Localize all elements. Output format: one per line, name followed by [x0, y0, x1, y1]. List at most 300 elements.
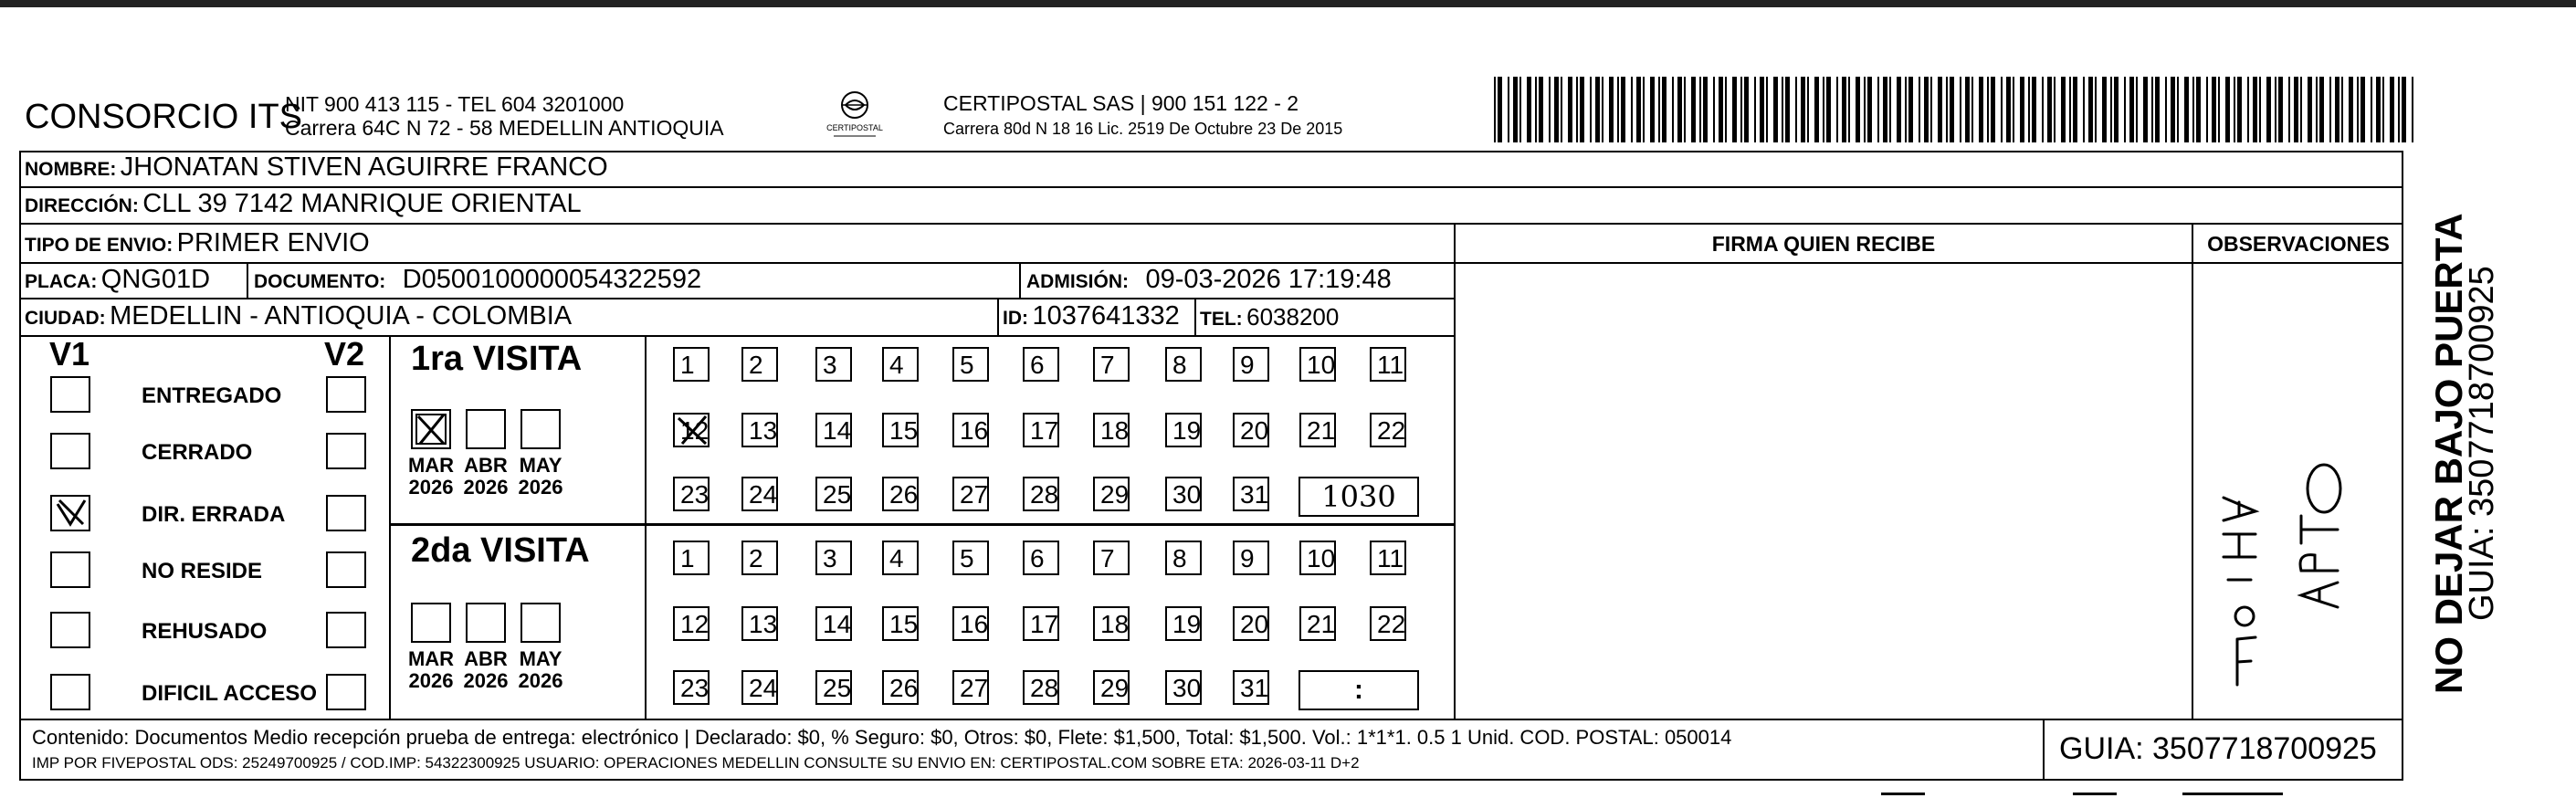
barcode-bar — [2259, 77, 2261, 142]
month-label — [404, 455, 458, 499]
day-box[interactable]: 12 — [673, 413, 710, 447]
barcode-bar — [2294, 77, 2298, 142]
documento-row — [254, 265, 701, 295]
day-box[interactable]: 20 — [1233, 606, 1269, 641]
tipo-label: TIPO DE ENVIO: — [25, 235, 173, 256]
month-name: ABR — [464, 454, 508, 477]
barcode — [1494, 77, 2422, 142]
day-box[interactable]: 25 — [815, 670, 852, 705]
company-name: CONSORCIO ITS — [25, 98, 303, 136]
barcode-bar — [2165, 77, 2167, 142]
barcode-bar — [2177, 77, 2179, 142]
admision-value: 09-03-2026 17:19:48 — [1145, 265, 1392, 294]
barcode-bar — [1867, 77, 1872, 142]
tel-value: 6038200 — [1246, 303, 1340, 331]
tel-label: TEL: — [1200, 309, 1243, 330]
direccion-value: CLL 39 7142 MANRIQUE ORIENTAL — [142, 189, 582, 218]
month-checkbox[interactable] — [520, 409, 561, 449]
day-box[interactable]: 23 — [673, 670, 710, 705]
barcode-bar — [1864, 77, 1866, 142]
barcode-bar — [1766, 77, 1768, 142]
visit1-title: 1ra VISITA — [411, 340, 583, 378]
barcode-bar — [1930, 77, 1932, 142]
barcode-bar — [1801, 77, 1805, 142]
day-box[interactable]: 29 — [1093, 477, 1130, 511]
day-box[interactable]: 31 — [1233, 670, 1269, 705]
v2-checkbox[interactable] — [326, 433, 366, 469]
barcode-bar — [1889, 77, 1891, 142]
barcode-bar — [2143, 77, 2148, 142]
check-mark-icon — [673, 413, 711, 454]
barcode-bar — [2335, 77, 2339, 142]
barcode-bar — [1508, 77, 1509, 142]
barcode-bar — [1677, 77, 1682, 142]
day-box[interactable]: 1 — [673, 347, 710, 382]
day-box[interactable]: 3 — [815, 347, 852, 382]
month-checkbox[interactable] — [466, 603, 506, 643]
barcode-bar — [2028, 77, 2030, 142]
day-box[interactable]: 8 — [1165, 541, 1202, 575]
status-label: ENTREGADO — [142, 383, 282, 408]
id-value: 1037641332 — [1032, 301, 1180, 331]
day-box[interactable]: 7 — [1093, 347, 1130, 382]
barcode-bar — [1848, 77, 1850, 142]
day-box[interactable]: 12 — [673, 606, 710, 641]
v2-checkbox[interactable] — [326, 376, 366, 413]
day-box[interactable]: 30 — [1165, 670, 1202, 705]
check-mark-icon — [413, 411, 449, 447]
barcode-bar — [2300, 77, 2302, 142]
day-box[interactable]: 26 — [882, 670, 919, 705]
month-label — [513, 455, 568, 499]
barcode-bar — [2151, 77, 2153, 142]
col-line-obs — [2192, 223, 2193, 719]
barcode-bar — [1740, 77, 1742, 142]
day-box[interactable]: 6 — [1023, 541, 1059, 575]
barcode-bar — [1946, 77, 1948, 142]
svg-text:CERTIPOSTAL: CERTIPOSTAL — [826, 123, 883, 132]
day-box[interactable]: 3 — [815, 541, 852, 575]
day-box[interactable]: 25 — [815, 477, 852, 511]
barcode-bar — [1650, 77, 1655, 142]
day-box[interactable]: 4 — [882, 347, 919, 382]
day-box[interactable]: 15 — [882, 413, 919, 447]
barcode-bar — [2390, 77, 2394, 142]
barcode-bar — [1498, 77, 1502, 142]
barcode-bar — [1924, 77, 1929, 142]
ciudad-row — [25, 301, 572, 331]
month-year: 2026 — [518, 476, 563, 499]
day-box[interactable]: 26 — [882, 477, 919, 511]
placa-label: PLACA: — [25, 271, 98, 292]
barcode-bar — [1991, 77, 1995, 142]
barcode-bar — [2013, 77, 2014, 142]
scan-mark — [2182, 793, 2283, 795]
scan-mark — [1881, 793, 1925, 795]
barcode-bar — [1561, 77, 1562, 142]
v2-checkbox[interactable] — [326, 551, 366, 588]
barcode-bar — [1609, 77, 1614, 142]
documento-label: DOCUMENTO: — [254, 271, 386, 292]
barcode-bar — [2237, 77, 2242, 142]
day-box[interactable]: 23 — [673, 477, 710, 511]
v2-checkbox[interactable] — [326, 612, 366, 648]
barcode-bar — [1672, 77, 1674, 142]
barcode-bar — [1643, 77, 1645, 142]
barcode-bars — [1494, 77, 2422, 142]
barcode-bar — [1905, 77, 1907, 142]
day-box[interactable]: 22 — [1370, 606, 1406, 641]
barcode-bar — [2032, 77, 2036, 142]
v1-checkbox[interactable] — [50, 551, 90, 588]
status-label: CERRADO — [142, 440, 253, 465]
row-line — [19, 298, 1455, 299]
barcode-bar — [2253, 77, 2257, 142]
day-box[interactable]: 5 — [952, 541, 989, 575]
visit-divider — [389, 523, 1454, 526]
barcode-bar — [1684, 77, 1686, 142]
day-box[interactable]: 17 — [1023, 413, 1059, 447]
day-box[interactable]: 6 — [1023, 347, 1059, 382]
v1-checkbox[interactable] — [50, 376, 90, 413]
v1-checkbox[interactable] — [50, 495, 90, 531]
handwritten-note-icon — [2201, 383, 2392, 712]
barcode-bar — [2218, 77, 2220, 142]
barcode-bar — [2225, 77, 2230, 142]
day-box[interactable]: 5 — [952, 347, 989, 382]
nombre-label: NOMBRE: — [25, 159, 117, 180]
barcode-bar — [1602, 77, 1603, 142]
col-line-visit-months — [645, 335, 647, 719]
barcode-bar — [1568, 77, 1572, 142]
company-nit: NIT 900 413 115 - TEL 604 3201000 — [285, 92, 625, 116]
status-label: REHUSADO — [142, 619, 268, 644]
barcode-bar — [2006, 77, 2011, 142]
barcode-bar — [1814, 77, 1819, 142]
barcode-bar — [2266, 77, 2271, 142]
day-box[interactable]: 11 — [1370, 347, 1406, 382]
row-line — [19, 223, 2403, 225]
v2-checkbox[interactable] — [326, 674, 366, 710]
barcode-bar — [2124, 77, 2126, 142]
barcode-bar — [2275, 77, 2276, 142]
barcode-bar — [1527, 77, 1531, 142]
barcode-bar — [1494, 77, 1496, 142]
day-box[interactable]: 29 — [1093, 670, 1130, 705]
barcode-bar — [2129, 77, 2134, 142]
barcode-bar — [1662, 77, 1667, 142]
barcode-bar — [1513, 77, 1518, 142]
barcode-bar — [1971, 77, 1973, 142]
month-checkbox[interactable] — [411, 409, 451, 449]
barcode-bar — [1580, 77, 1584, 142]
day-box[interactable]: 16 — [952, 606, 989, 641]
row-line — [19, 335, 1455, 337]
month-label — [458, 455, 513, 499]
v1-checkbox[interactable] — [50, 612, 90, 648]
status-label: DIR. ERRADA — [142, 502, 286, 527]
tipo-value: PRIMER ENVIO — [176, 228, 370, 257]
id-row — [1003, 301, 1180, 331]
barcode-bar — [1539, 77, 1543, 142]
barcode-bar — [1713, 77, 1715, 142]
barcode-bar — [1576, 77, 1578, 142]
time-box[interactable]: : — [1299, 670, 1419, 710]
scan-edge — [0, 0, 2576, 7]
day-box[interactable]: 13 — [741, 606, 778, 641]
barcode-bar — [1549, 77, 1551, 142]
barcode-bar — [2234, 77, 2235, 142]
col-line-firma — [1454, 223, 1456, 719]
month-label — [458, 648, 513, 692]
barcode-bar — [2278, 77, 2283, 142]
barcode-bar — [1703, 77, 1708, 142]
certipostal-logo — [826, 89, 883, 143]
month-checkbox[interactable] — [411, 603, 451, 643]
month-year: 2026 — [518, 669, 563, 692]
day-box[interactable]: 28 — [1023, 670, 1059, 705]
ciudad-label: CIUDAD: — [25, 308, 106, 329]
day-box[interactable]: 11 — [1370, 541, 1406, 575]
id-label: ID: — [1003, 308, 1028, 329]
day-box[interactable]: 31 — [1233, 477, 1269, 511]
barcode-bar — [2357, 77, 2359, 142]
barcode-bar — [1732, 77, 1737, 142]
barcode-bar — [1754, 77, 1756, 142]
barcode-bar — [1960, 77, 1961, 142]
v2-header: V2 — [324, 335, 365, 373]
barcode-bar — [1856, 77, 1860, 142]
admision-row — [1026, 265, 1392, 295]
partner-line-2: Carrera 80d N 18 16 Lic. 2519 De Octubre 23 De 2015 — [943, 120, 1343, 138]
barcode-bar — [2073, 77, 2077, 142]
barcode-bar — [2192, 77, 2194, 142]
barcode-bar — [1883, 77, 1887, 142]
barcode-bar — [2088, 77, 2093, 142]
barcode-bar — [1719, 77, 1723, 142]
day-box[interactable]: 27 — [952, 670, 989, 705]
barcode-bar — [1950, 77, 1954, 142]
day-box[interactable]: 21 — [1299, 606, 1336, 641]
barcode-bar — [2360, 77, 2365, 142]
month-year: 2026 — [408, 669, 454, 692]
barcode-bar — [1823, 77, 1824, 142]
tel-row — [1200, 303, 1339, 331]
barcode-bar — [2402, 77, 2406, 142]
barcode-bar — [1631, 77, 1633, 142]
v2-checkbox[interactable] — [326, 495, 366, 531]
check-mark-icon — [52, 497, 89, 530]
day-box[interactable]: 9 — [1233, 541, 1269, 575]
partner-line-1: CERTIPOSTAL SAS | 900 151 122 - 2 — [943, 91, 1299, 115]
firma-header: FIRMA QUIEN RECIBE — [1711, 232, 1936, 256]
barcode-bar — [2329, 77, 2331, 142]
barcode-bar — [1554, 77, 1559, 142]
barcode-bar — [1965, 77, 1970, 142]
footer-contents: Contenido: Documentos Medio recepción prueba de entrega: electrónico | Declarado: $0, % Seguro: $0, Otros: $0, Flete: $1,500, Total: $1,500. Vol.: 1*1*1. 0.5 1 Unid. COD. POSTAL: 050014 — [32, 726, 1732, 749]
nombre-row — [25, 152, 608, 183]
day-box[interactable]: 10 — [1299, 541, 1336, 575]
day-box[interactable]: 13 — [741, 413, 778, 447]
barcode-bar — [2136, 77, 2138, 142]
status-label: NO RESIDE — [142, 559, 263, 583]
month-year: 2026 — [463, 476, 509, 499]
day-box[interactable]: 22 — [1370, 413, 1406, 447]
day-box[interactable]: 1 — [673, 541, 710, 575]
month-checkbox[interactable] — [466, 409, 506, 449]
barcode-bar — [1987, 77, 1989, 142]
barcode-bar — [2212, 77, 2216, 142]
barcode-bar — [1979, 77, 1983, 142]
barcode-bar — [2047, 77, 2052, 142]
day-box[interactable]: 16 — [952, 413, 989, 447]
scan-mark — [2073, 793, 2117, 795]
barcode-bar — [1919, 77, 1920, 142]
month-label — [513, 648, 568, 692]
day-box[interactable]: 14 — [815, 413, 852, 447]
day-box[interactable]: 15 — [882, 606, 919, 641]
status-label: DIFICIL ACCESO — [142, 681, 318, 706]
barcode-bar — [2069, 77, 2071, 142]
day-box[interactable]: 14 — [815, 606, 852, 641]
barcode-bar — [2020, 77, 2024, 142]
day-box[interactable]: 18 — [1093, 606, 1130, 641]
tipo-row — [25, 228, 370, 258]
side-warning: NO DEJAR BAJO PUERTA — [2427, 213, 2470, 694]
barcode-bar — [1658, 77, 1660, 142]
side-guia: GUIA: 3507718700925 — [2463, 266, 2501, 621]
cell-line — [1019, 262, 1021, 299]
v1-checkbox[interactable] — [50, 433, 90, 469]
barcode-bar — [1691, 77, 1696, 142]
day-box[interactable]: 18 — [1093, 413, 1130, 447]
handwritten-observation — [2201, 383, 2392, 712]
row-line — [19, 186, 2403, 188]
barcode-bar — [1782, 77, 1783, 142]
month-checkbox[interactable] — [520, 603, 561, 643]
observaciones-header: OBSERVACIONES — [2207, 232, 2390, 256]
barcode-bar — [2110, 77, 2112, 142]
barcode-bar — [2319, 77, 2324, 142]
barcode-bar — [2288, 77, 2290, 142]
barcode-bar — [1590, 77, 1592, 142]
barcode-bar — [1535, 77, 1537, 142]
day-box[interactable]: 9 — [1233, 347, 1269, 382]
cell-line — [1194, 298, 1196, 336]
day-box[interactable]: 19 — [1165, 413, 1202, 447]
day-box[interactable]: 28 — [1023, 477, 1059, 511]
day-box[interactable]: 30 — [1165, 477, 1202, 511]
barcode-bar — [2308, 77, 2312, 142]
barcode-bar — [2206, 77, 2208, 142]
company-address: Carrera 64C N 72 - 58 MEDELLIN ANTIOQUIA — [285, 116, 724, 140]
month-name: MAY — [519, 647, 563, 670]
barcode-bar — [2382, 77, 2384, 142]
barcode-bar — [1795, 77, 1797, 142]
footer-guia: GUIA: 3507718700925 — [2059, 731, 2377, 766]
barcode-bar — [1877, 77, 1879, 142]
barcode-bar — [1897, 77, 1901, 142]
day-box[interactable]: 8 — [1165, 347, 1202, 382]
barcode-bar — [2316, 77, 2318, 142]
barcode-bar — [1836, 77, 1838, 142]
barcode-bar — [2184, 77, 2189, 142]
cell-line — [997, 298, 999, 336]
barcode-bar — [2398, 77, 2400, 142]
month-name: MAY — [519, 454, 563, 477]
day-box[interactable]: 7 — [1093, 541, 1130, 575]
barcode-bar — [1760, 77, 1764, 142]
barcode-bar — [2247, 77, 2249, 142]
day-box[interactable]: 10 — [1299, 347, 1336, 382]
barcode-bar — [2196, 77, 2201, 142]
barcode-bar — [1938, 77, 1942, 142]
barcode-bar — [2155, 77, 2160, 142]
barcode-bar — [2341, 77, 2343, 142]
cell-line — [247, 262, 248, 299]
day-box[interactable]: 17 — [1023, 606, 1059, 641]
day-box[interactable]: 19 — [1165, 606, 1202, 641]
month-label — [404, 648, 458, 692]
barcode-bar — [2042, 77, 2044, 142]
month-name: MAR — [407, 647, 455, 670]
barcode-bar — [1807, 77, 1809, 142]
barcode-bar — [1617, 77, 1619, 142]
barcode-bar — [1842, 77, 1846, 142]
direccion-label: DIRECCIÓN: — [25, 195, 139, 216]
barcode-bar — [1744, 77, 1749, 142]
v1-header: V1 — [49, 335, 90, 373]
barcode-bar — [2054, 77, 2056, 142]
admision-label: ADMISIÓN: — [1026, 271, 1129, 292]
barcode-bar — [2171, 77, 2175, 142]
placa-value: QNG01D — [100, 265, 211, 294]
row-line — [19, 262, 2403, 264]
barcode-bar — [2083, 77, 2085, 142]
barcode-bar — [1621, 77, 1625, 142]
ciudad-value: MEDELLIN - ANTIOQUIA - COLOMBIA — [110, 301, 573, 331]
day-box[interactable]: 24 — [741, 670, 778, 705]
barcode-bar — [1636, 77, 1641, 142]
barcode-bar — [1773, 77, 1778, 142]
barcode-bar — [2102, 77, 2107, 142]
month-year: 2026 — [408, 476, 454, 499]
nombre-value: JHONATAN STIVEN AGUIRRE FRANCO — [120, 152, 608, 182]
v1-checkbox[interactable] — [50, 674, 90, 710]
barcode-bar — [2371, 77, 2372, 142]
day-box[interactable]: 4 — [882, 541, 919, 575]
footer-guia-divider — [2043, 719, 2045, 781]
day-box[interactable]: 21 — [1299, 413, 1336, 447]
direccion-row — [25, 189, 582, 219]
barcode-bar — [2001, 77, 2003, 142]
barcode-bar — [2114, 77, 2119, 142]
row-line — [19, 719, 2403, 720]
day-box[interactable]: 2 — [741, 347, 778, 382]
barcode-bar — [2095, 77, 2097, 142]
day-box[interactable]: 27 — [952, 477, 989, 511]
day-box[interactable]: 24 — [741, 477, 778, 511]
footer-print-info: IMP POR FIVEPOSTAL ODS: 25249700925 / COD.IMP: 54322300925 USUARIO: OPERACIONES MEDELLIN CONSULTE SU ENVIO EN: CERTIPOSTAL.COM SOBRE ETA: 2026-03-11 D+2 — [32, 754, 1360, 772]
visit2-title: 2da VISITA — [411, 531, 590, 570]
time-box[interactable]: 1030 — [1299, 477, 1419, 517]
day-box[interactable]: 20 — [1233, 413, 1269, 447]
barcode-bar — [2412, 77, 2413, 142]
month-name: ABR — [464, 647, 508, 670]
day-box[interactable]: 2 — [741, 541, 778, 575]
barcode-bar — [1826, 77, 1831, 142]
placa-row — [25, 265, 210, 295]
